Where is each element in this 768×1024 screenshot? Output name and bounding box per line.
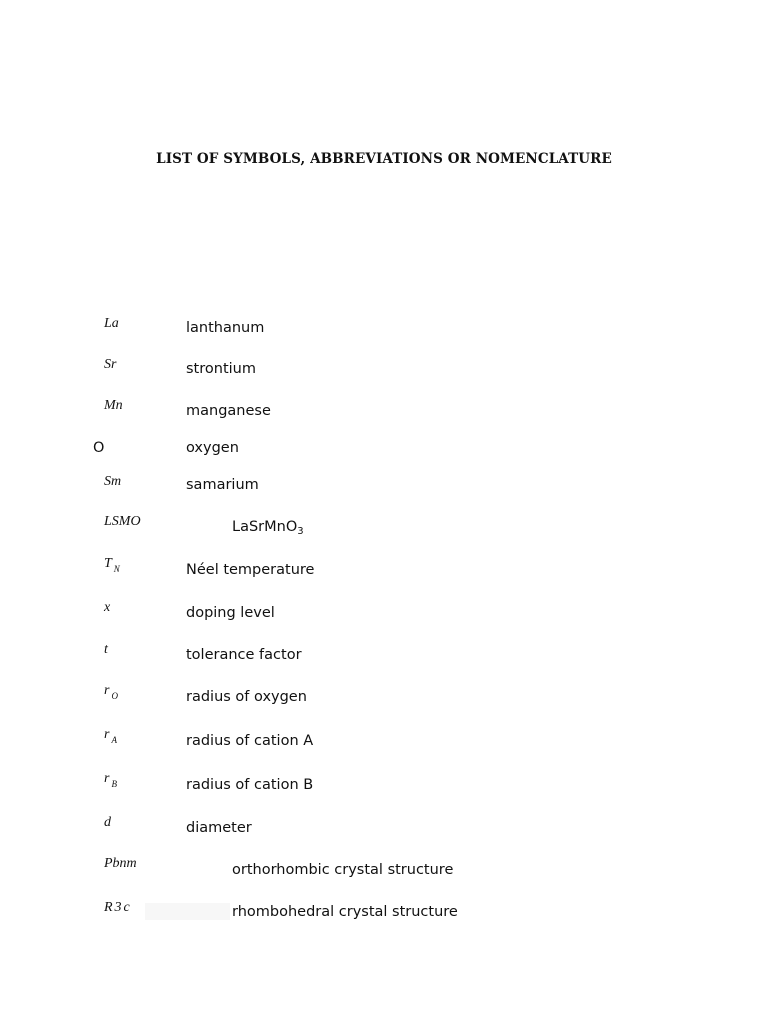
symbol-r-o-subscript: O [111, 691, 118, 701]
symbol-pbnm: Pbnm [104, 856, 137, 871]
symbol-r-a-main: r [104, 727, 110, 742]
symbol-d: d [104, 815, 111, 830]
symbol-r-b-main: r [104, 771, 110, 786]
symbol-t-main: T [104, 556, 112, 571]
symbol-la: La [104, 316, 119, 331]
definition-lsmo [232, 519, 304, 537]
page-title: LIST OF SYMBOLS, ABBREVIATIONS OR NOMENCLATURE [156, 151, 612, 167]
definition-sr: strontium [186, 361, 256, 377]
symbol-sr: Sr [104, 357, 117, 372]
definition-t: tolerance factor [186, 647, 302, 663]
symbol-lsmo: LSMO [104, 514, 141, 529]
definition-mn: manganese [186, 403, 271, 419]
definition-sm: samarium [186, 477, 259, 493]
symbol-sm: Sm [104, 474, 122, 489]
symbol-r-b-subscript: B [111, 779, 117, 789]
symbol-r-b [104, 771, 117, 789]
definition-r-b: radius of cation B [186, 777, 314, 793]
symbol-t: t [104, 642, 108, 657]
definition-pbnm: orthorhombic crystal structure [232, 862, 454, 878]
symbol-r3c: R3c [104, 900, 132, 915]
definition-d: diameter [186, 820, 252, 836]
definition-lsmo-main: LaSrMnO [232, 519, 298, 535]
symbol-r-o-main: r [104, 683, 110, 698]
highlight-shade [145, 903, 230, 920]
definition-o: oxygen [186, 440, 239, 456]
symbol-r-a [104, 727, 117, 745]
symbol-o: O [93, 440, 105, 456]
definition-neel-temperature: Néel temperature [186, 562, 315, 578]
symbol-neel-temperature [104, 556, 120, 574]
definition-r-o: radius of oxygen [186, 689, 307, 705]
symbol-r-a-subscript: A [111, 735, 117, 745]
definition-lsmo-subscript: 3 [297, 526, 304, 537]
symbol-x: x [104, 600, 111, 615]
definition-r3c: rhombohedral crystal structure [232, 904, 458, 920]
definition-r-a: radius of cation A [186, 733, 314, 749]
symbol-t-subscript: N [113, 564, 120, 574]
symbol-r-o [104, 683, 118, 701]
definition-la: lanthanum [186, 320, 265, 336]
symbol-mn: Mn [104, 398, 123, 413]
definition-x: doping level [186, 605, 275, 621]
